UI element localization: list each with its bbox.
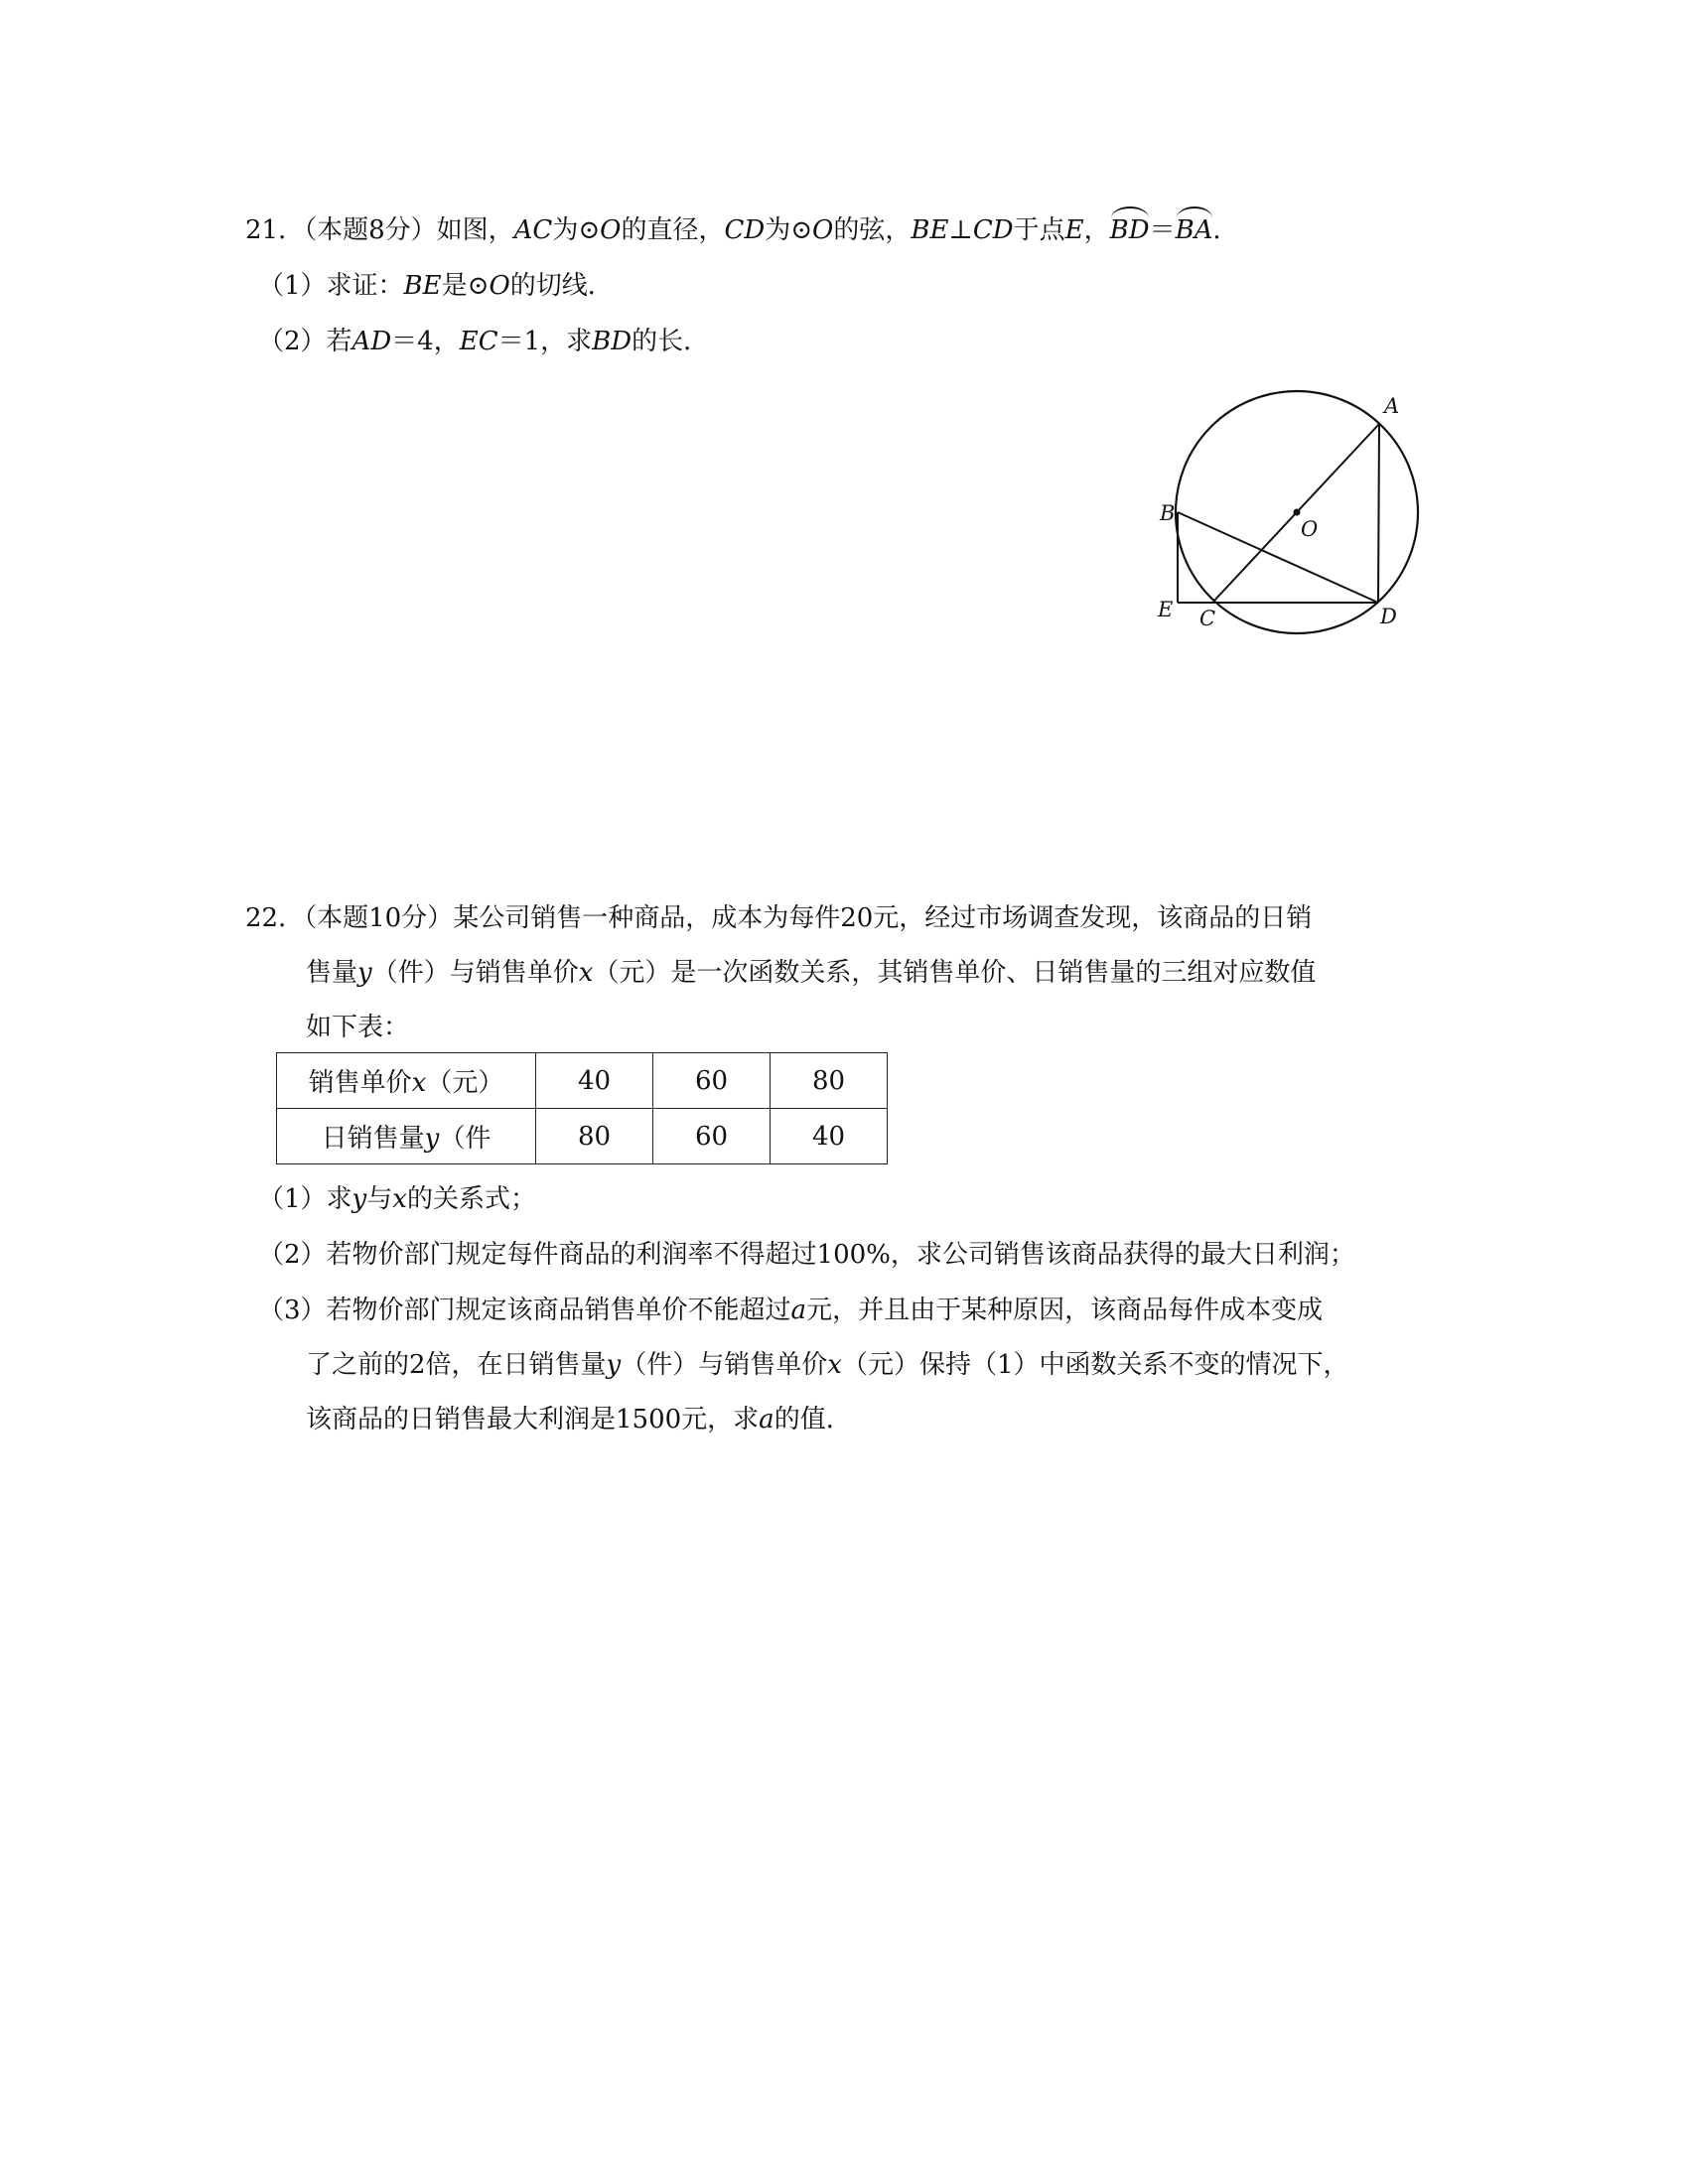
var-x: x [392,1184,407,1214]
part-label: （1）求证： [258,271,404,301]
q21-var-ac: AC [513,215,553,245]
q22-stem-line2 [306,955,1316,991]
q22-part3-line1 [258,1293,1323,1328]
part-label: （2）若 [258,327,352,356]
table-cell: 40 [771,1109,888,1164]
var-y: y [357,958,372,988]
part-label: （1）求 [258,1184,352,1214]
q22-text: （件）与销售单价 [621,1350,828,1380]
q22-text: 了之前的2倍，在日销售量 [306,1350,607,1380]
table-cell: 40 [536,1053,653,1109]
q21-var-bd: BD [592,327,633,356]
q22-text: 的值． [774,1405,852,1434]
arc-bd: BD [1110,212,1150,248]
var-x: x [411,1068,427,1098]
cell-text: 销售单价 [308,1068,412,1098]
geometry-diagram [1132,377,1450,655]
q21-text: ， [1083,215,1110,245]
q21-var-o: O [812,215,834,245]
q21-score-header: （本题8分） [304,215,437,245]
row-header-volume [277,1109,536,1164]
q21-var-ec: EC [459,327,498,356]
q21-text: ＝1，求 [497,327,593,356]
q22-score-header: （本题10分） [304,903,454,933]
label-b: B [1160,501,1176,525]
q21-number: 21． [245,215,305,245]
var-y: y [424,1124,440,1154]
q22-text: 该商品的日销售最大利润是1500元，求 [306,1405,760,1434]
q22-text: （元）是一次函数关系，其销售单价、日销售量的三组对应数值 [593,958,1317,988]
q22-stem-line1 [245,900,1312,936]
q22-text: 的关系式； [406,1184,536,1214]
q21-var-e: E [1064,215,1084,245]
q21-var-o: O [489,271,510,301]
table-cell: 80 [536,1109,653,1164]
q22-text: 如下表： [306,1013,410,1042]
table-cell: 80 [771,1053,888,1109]
label-e: E [1158,598,1174,621]
q21-var-cd: CD [972,215,1014,245]
var-a: a [790,1296,807,1325]
table-row [277,1109,888,1164]
label-o: O [1301,517,1319,541]
cell-text: （件 [439,1124,492,1154]
q21-text: 为⊙ [552,215,601,245]
row-header-price [277,1053,536,1109]
q21-text: 的直径， [621,215,725,245]
table-cell: 60 [653,1109,771,1164]
table-row [277,1053,888,1109]
q22-number: 22． [245,903,305,933]
q21-text: ＝4， [391,327,460,356]
cell-text: （元） [426,1068,504,1098]
q21-text: 如图， [436,215,514,245]
q21-text: 为⊙ [765,215,813,245]
q22-part2 [258,1237,1355,1273]
label-a: A [1384,394,1400,418]
segment-bd [1178,512,1378,603]
q22-part3-line2 [306,1347,1348,1383]
q22-part3-line3 [306,1402,852,1437]
q21-stem [245,212,1239,248]
equals-sign: ＝ [1149,215,1176,245]
q21-part1 [258,268,614,304]
label-d: D [1380,605,1397,628]
perpendicular-symbol: ⊥ [948,215,973,245]
q21-circle-figure [1132,377,1450,659]
var-x: x [827,1350,842,1380]
q21-var-be: BE [403,271,442,301]
q22-text: 售量 [306,958,358,988]
q22-text: （件）与销售单价 [371,958,579,988]
q22-text: （3）若物价部门规定该商品销售单价不能超过 [258,1296,791,1325]
q22-text: （元）保持（1）中函数关系不变的情况下， [841,1350,1349,1380]
sales-table [276,1052,888,1164]
q21-text: 的弦， [833,215,912,245]
q21-var-ad: AD [352,327,392,356]
q22-text: 与 [366,1184,393,1214]
q21-text: 的切线． [509,271,614,301]
var-a: a [759,1405,774,1434]
var-y: y [606,1350,622,1380]
q21-text: ． [1212,215,1239,245]
q21-var-cd: CD [724,215,766,245]
table-cell: 60 [653,1053,771,1109]
q22-text: 某公司销售一种商品，成本为每件20元，经过市场调查发现，该商品的日销 [453,903,1313,933]
var-x: x [578,958,594,988]
q22-text: （2）若物价部门规定每件商品的利润率不得超过100%，求公司销售该商品获得的最大日利润； [258,1240,1355,1270]
cell-text: 日销售量 [321,1124,425,1154]
label-c: C [1199,607,1216,630]
q21-var-o: O [600,215,622,245]
q22-stem-line3 [306,1010,409,1045]
q21-part2 [258,324,709,359]
q22-text: 元，并且由于某种原因，该商品每件成本变成 [806,1296,1324,1325]
center-dot [1294,509,1301,516]
q21-var-be: BE [911,215,949,245]
segment-ad [1378,424,1379,603]
arc-ba: BA [1176,212,1213,248]
q21-text: 于点 [1013,215,1065,245]
q21-text: 的长． [632,327,710,356]
q21-text: 是⊙ [441,271,490,301]
q22-part1 [258,1181,536,1217]
var-y: y [352,1184,367,1214]
